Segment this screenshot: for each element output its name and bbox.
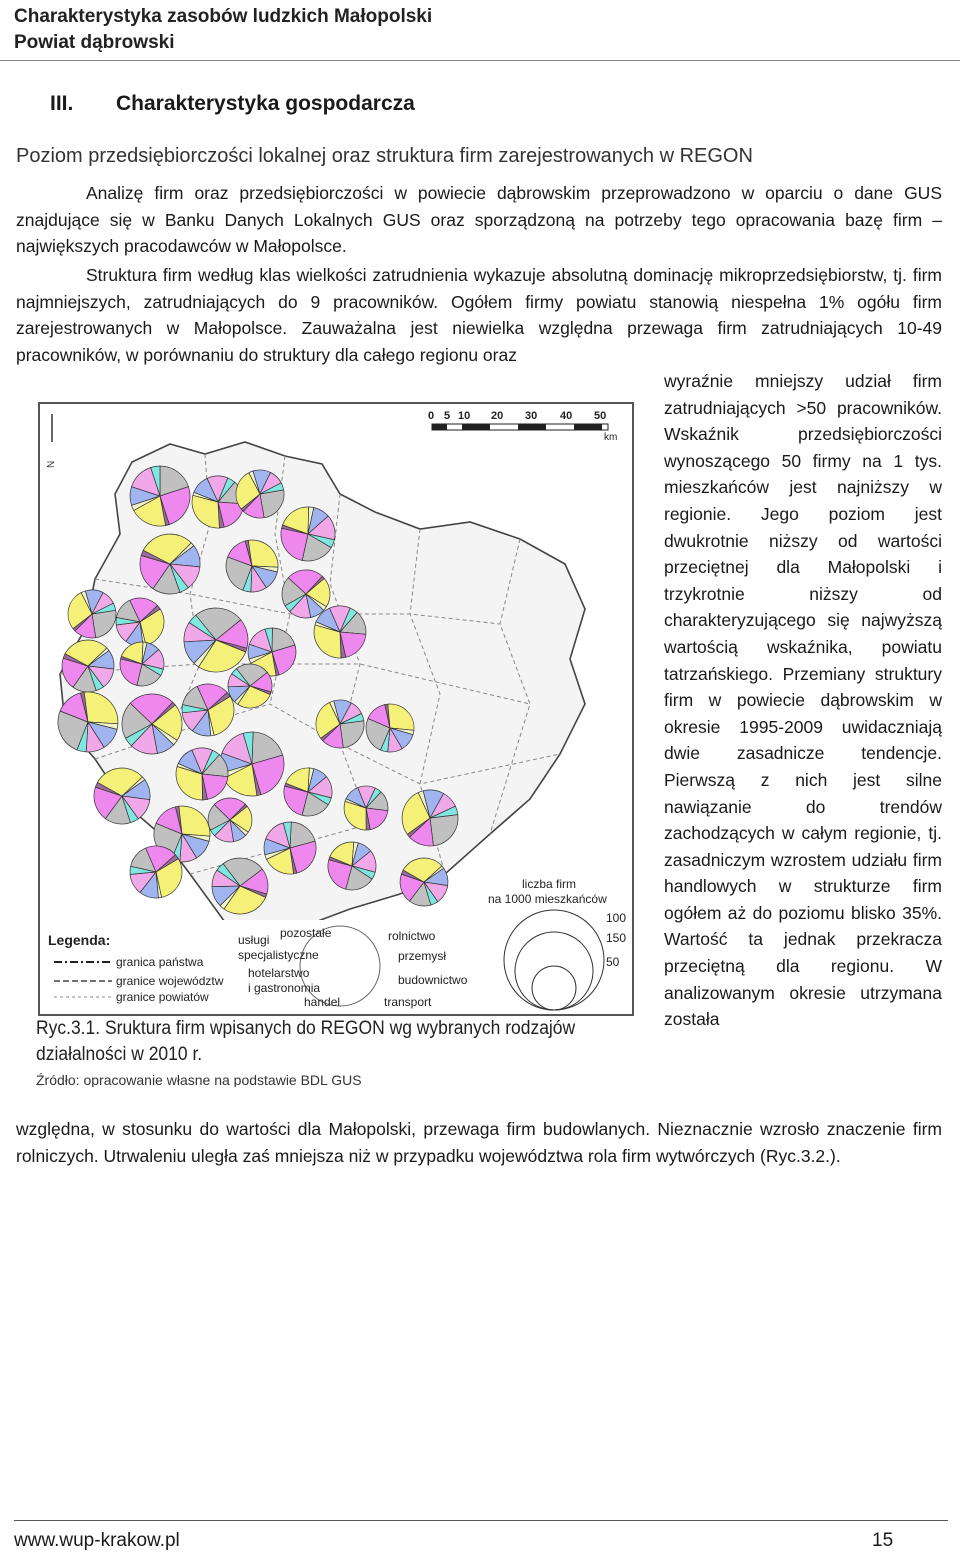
legend-label-przemysl: przemysł <box>398 949 447 963</box>
scale-tick-40: 40 <box>560 410 573 422</box>
map-legend <box>40 920 484 1014</box>
legend-label-uslugi: usługi <box>238 933 270 947</box>
pie-symbol <box>400 858 448 906</box>
size-legend-title-2: na 1000 mieszkańców <box>488 892 607 906</box>
running-header <box>14 4 432 56</box>
pie-symbol <box>281 507 335 561</box>
pie-symbol <box>208 798 252 842</box>
pie-symbol <box>68 590 116 638</box>
pie-symbol <box>130 846 182 898</box>
size-legend-150: 150 <box>606 931 627 945</box>
pie-symbol <box>344 786 388 830</box>
pie-symbol <box>176 748 228 800</box>
pie-symbol <box>228 664 272 708</box>
pie-symbol <box>236 470 284 518</box>
pie-symbol <box>212 858 268 914</box>
header-line-2: Powiat dąbrowski <box>14 32 175 53</box>
section-title: Charakterystyka gospodarcza <box>116 92 415 115</box>
side-paragraph: wyraźnie mniejszy udział firm zatrudniających >50 pracowników. Wskaźnik przedsiębiorczości wynoszącego 50 firmy na 1 tys. mieszkańców jest najniższy w regionie. Jego poziom jest dwukrotnie niższy od wartości przeciętnej dla Małopolski i trzykrotnie niższy od charakteryzującego się najwyższą wartością wskaźnika, powiatu tatrzańskiego. Przemiany struktury firm w powiecie dąbrowskim w okresie 1995-2009 uwidaczniają dwie zasadnicze tendencje. Pierwszą z nich jest silne nawiązanie do trendów zachodzących w całym regionie, tj. zasadniczym wzrostem udziału firm handlowych w strukturze firm ogółem aż do poziomu blisko 35%. Wartość ta jednak przekracza przeciętną dla regionu. W analizowanym okresie utrzymana została <box>664 371 942 1030</box>
pie-symbol <box>366 704 414 752</box>
legend-label-hotelarstwo: hotelarstwo <box>248 966 310 980</box>
pie-symbol <box>402 790 458 846</box>
pie-symbol <box>130 466 190 526</box>
scale-tick-5: 5 <box>444 410 451 422</box>
pie-symbol <box>226 540 278 592</box>
page-number: 15 <box>872 1530 894 1551</box>
pie-symbol <box>328 842 376 890</box>
map-figure <box>38 402 634 1016</box>
section-number: III. <box>50 92 74 115</box>
pie-symbol <box>184 608 248 672</box>
pie-symbol <box>220 732 284 796</box>
pie-symbol <box>282 570 330 618</box>
pie-symbol <box>120 642 164 686</box>
legend-boundary-county: granice powiatów <box>116 990 209 1004</box>
paragraph-2 <box>16 262 942 368</box>
legend-boundary-voivodeship: granice województw <box>116 974 224 988</box>
size-legend-100: 100 <box>606 911 627 925</box>
north-label: N <box>46 460 57 468</box>
size-legend-title-1: liczba firm <box>522 877 577 891</box>
pie-symbol <box>140 534 200 594</box>
paragraph-1 <box>16 180 942 260</box>
legend-label-budownictwo: budownictwo <box>398 973 468 987</box>
paragraph-2-text: Struktura firm według klas wielkości zatrudnienia wykazuje absolutną dominację mikroprzedsiębiorstw, tj. firm najmniejszych, zatrudniających do 9 pracowników. Ogółem firmy powiatu stanowią niespełna 1% ogółu firm zarejestrowanych w Małopolsce. Zauważalna jest niewielka względna przewaga firm zatrudniających 10-49 pracowników, w porównaniu do struktury dla całego regionu oraz <box>16 265 942 365</box>
pie-symbol <box>316 700 364 748</box>
pie-symbol <box>116 598 164 646</box>
pie-symbol <box>62 640 114 692</box>
section-heading <box>50 92 415 116</box>
figure-caption: Ryc.3.1. Sruktura firm wpisanych do REGON wg wybranych rodzajów działalności w 2010 r. <box>36 1018 576 1065</box>
legend-label-specjalistyczne: specjalistyczne <box>238 948 319 962</box>
legend-boundary-country: granica państwa <box>116 955 204 969</box>
size-legend <box>484 874 632 1014</box>
legend-label-rolnictwo: rolnictwo <box>388 929 436 943</box>
pie-symbol <box>122 694 182 754</box>
paragraph-1-text: Analizę firm oraz przedsiębiorczości w powiecie dąbrowskim przeprowadzono w oparciu o dane GUS znajdujące się w Banku Danych Lokalnych GUS oraz sporządzoną na potrzeby tego opracowania bazę firm – największych pracodawców w Małopolsce. <box>16 183 942 257</box>
scale-unit: km <box>604 432 618 443</box>
scale-tick-10: 10 <box>458 410 471 422</box>
legend-label-transport: transport <box>384 995 432 1009</box>
footer-url: www.wup-krakow.pl <box>14 1530 180 1551</box>
pie-symbol <box>314 606 366 658</box>
pie-symbol <box>94 768 150 824</box>
pie-symbol <box>58 692 118 752</box>
scale-tick-50: 50 <box>594 410 607 422</box>
header-rule <box>0 60 960 61</box>
scale-tick-20: 20 <box>491 410 504 422</box>
size-legend-50: 50 <box>606 955 620 969</box>
figure-source: Źródło: opracowanie własne na podstawie BDL GUS <box>36 1072 362 1087</box>
pie-symbol <box>264 822 316 874</box>
paragraph-3: względna, w stosunku do wartości dla Małopolski, przewaga firm budowlanych. Nieznacznie wzrosło znaczenie firm rolniczych. Utrwaleniu uległa zaś mniejsza niż w przypadku województwa rola firm wytwórczych (Ryc.3.2.). <box>16 1119 942 1166</box>
header-line-1: Charakterystyka zasobów ludzkich Małopolski <box>14 6 433 27</box>
pie-symbol <box>192 476 244 528</box>
legend-label-handel: handel <box>304 995 341 1009</box>
legend-label-pozostale: pozostałe <box>280 926 332 940</box>
footer-rule <box>14 1520 948 1521</box>
scale-tick-30: 30 <box>525 410 538 422</box>
scale-bar <box>428 410 617 443</box>
subsection-title: Poziom przedsiębiorczości lokalnej oraz struktura firm zarejestrowanych w REGON <box>16 145 753 167</box>
pie-symbol <box>182 684 234 736</box>
legend-title: Legenda: <box>48 932 111 948</box>
map-svg <box>40 404 632 1014</box>
legend-label-gastronomia: i gastronomia <box>248 981 321 995</box>
pie-symbol <box>284 768 332 816</box>
scale-tick-0: 0 <box>428 410 435 422</box>
